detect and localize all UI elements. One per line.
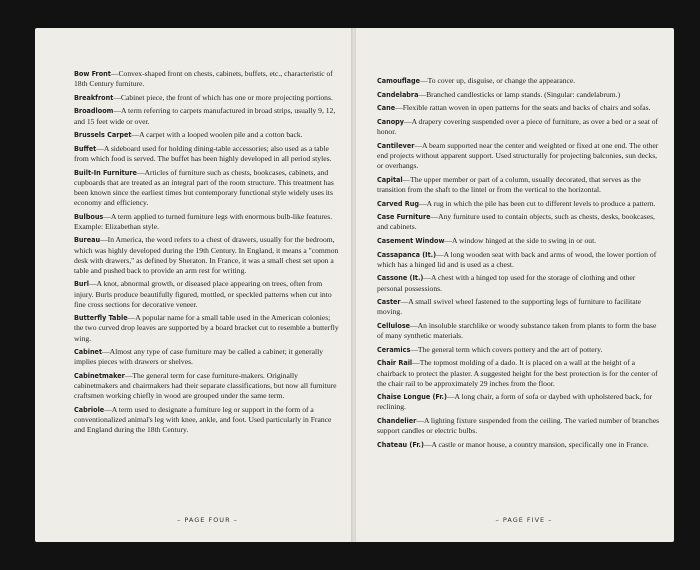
entry-term: Cassapanca (It.) — [377, 249, 437, 259]
entry-definition: —A long chair, a form of sofa or daybed with upholstered back, for reclining. — [377, 392, 653, 412]
glossary-list-left — [74, 69, 340, 435]
glossary-entry — [74, 168, 340, 208]
glossary-entry — [377, 392, 662, 412]
glossary-entry — [74, 279, 340, 309]
entry-definition: —The topmost molding of a dado. It is placed on a wall at the height of a chairback to protect the plaster. A suggested height for the best protection is for the center of the chair rail to be approximately 29 inches from the floor. — [377, 358, 658, 388]
glossary-entry — [377, 117, 662, 137]
entry-definition: —Articles of furniture such as chests, bookcases, cabinets, and cupboards that are treated as an integral part of the room structure. This treatment has been known since the earliest times but contemporary functional style widely uses its economy and efficiency. — [74, 167, 334, 207]
entry-term: Cabinet — [74, 347, 103, 357]
entry-term: Cabinetmaker — [74, 370, 125, 380]
entry-definition: —Branched candlesticks or lamp stands. (Singular: candelabrum.) — [418, 89, 621, 99]
entry-definition: —Convex-shaped front on chests, cabinets, buffets, etc., characteristic of 18th Century furniture. — [74, 69, 333, 89]
entry-term: Canopy — [377, 117, 404, 127]
glossary-entry — [377, 250, 662, 270]
entry-term: Chateau (Fr.) — [377, 439, 424, 449]
entry-definition: —A sideboard used for holding dining-table accessories; also used as a table from which food is served. The buffet has been highly developed in all period styles. — [74, 143, 332, 164]
glossary-entry — [74, 106, 340, 126]
entry-term: Bow Front — [74, 69, 111, 78]
entry-term: Cellulose — [377, 321, 411, 330]
entry-definition: —The upper member or part of a column, usually decorated, that serves as the transition from the shaft to the lintel or from the vertical to the horizontal. — [377, 174, 641, 194]
glossary-entry — [74, 347, 340, 367]
left-page — [35, 28, 352, 542]
glossary-entry — [377, 345, 662, 355]
glossary-entry — [74, 130, 340, 140]
entry-term: Casement Window — [377, 235, 445, 245]
glossary-entry — [74, 405, 340, 435]
entry-definition: —A lighting fixture suspended from the ceiling. The varied number of branches support candles or electric bulbs. — [377, 416, 660, 436]
entry-definition: —A castle or manor house, a country mansion, specifically one in France. — [423, 439, 649, 449]
glossary-entry — [74, 235, 340, 275]
glossary-list-right — [377, 76, 662, 450]
glossary-entry — [74, 144, 340, 164]
glossary-entry — [377, 236, 662, 246]
glossary-entry — [377, 273, 662, 293]
entry-definition: —Any furniture used to contain objects, such as chests, desks, bookcases, and cabinets. — [377, 212, 655, 232]
entry-term: Caster — [377, 297, 401, 307]
entry-term: Candelabra — [377, 89, 419, 99]
entry-term: Butterfly Table — [74, 313, 128, 323]
entry-definition: —A term referring to carpets manufactured in broad strips, usually 9, 12, and 15 feet wide or over. — [74, 106, 336, 126]
entry-term: Built-In Furniture — [74, 167, 137, 177]
glossary-entry — [377, 141, 662, 171]
entry-definition: —A term applied to turned furniture legs with enormous bulb-like features. Example: Elizabethan style. — [74, 211, 333, 231]
entry-term: Bureau — [74, 235, 101, 245]
entry-term: Burl — [74, 279, 89, 289]
glossary-entry — [74, 371, 340, 401]
entry-term: Breakfront — [74, 92, 114, 102]
entry-definition: —A window hinged at the side to swing in or out. — [444, 235, 597, 245]
entry-term: Cane — [377, 103, 396, 113]
entry-term: Brussels Carpet — [74, 130, 132, 140]
entry-term: Broadloom — [74, 106, 114, 116]
glossary-entry — [377, 440, 662, 450]
entry-definition: —A knot, abnormal growth, or diseased place appearing on trees, often from injury. Burls produce beautifully figured, mottled, or speckled patterns when cut into fine cross sections for decorative veneer. — [74, 279, 332, 309]
entry-definition: —A rug in which the pile has been cut to different levels to produce a pattern. — [419, 198, 656, 208]
entry-term: Cantilever — [377, 140, 415, 150]
page-number: – PAGE FIVE – — [495, 516, 553, 524]
entry-term: Bulbous — [74, 211, 104, 221]
entry-definition: —The general term for case furniture-makers. Originally cabinetmakers and chairmakers had their separate classifications, but now all furniture craftsmen working chiefly in wood are grouped under the same term. — [74, 370, 337, 401]
entry-term: Cassone (It.) — [377, 273, 424, 283]
entry-definition: —A drapery covering suspended over a piece of furniture, as over a bed or a seat of honor. — [377, 117, 659, 137]
entry-definition: —A long wooden seat with back and arms of wood, the lower portion of which has a hinged lid and is used as a chest. — [377, 249, 657, 269]
glossary-entry — [377, 90, 662, 100]
entry-term: Case Furniture — [377, 212, 431, 222]
entry-definition: —The general term which covers pottery and the art of pottery. — [410, 344, 603, 354]
entry-definition: —To cover up, disguise, or change the appearance. — [420, 76, 576, 85]
glossary-entry — [377, 103, 662, 113]
entry-definition: —A small swivel wheel fastened to the supporting legs of furniture to facilitate moving. — [377, 297, 642, 317]
glossary-entry — [377, 175, 662, 195]
entry-definition: —Almost any type of case furniture may be called a cabinet; it generally implies pieces with drawers or shelves. — [74, 347, 324, 367]
entry-term: Carved Rug — [377, 198, 419, 208]
glossary-entry — [74, 313, 340, 343]
glossary-entry — [377, 212, 662, 232]
page-number: – PAGE FOUR – — [177, 516, 238, 524]
glossary-entry — [74, 69, 340, 89]
entry-term: Chandelier — [377, 416, 417, 426]
entry-term: Buffet — [74, 143, 97, 153]
entry-definition: —A term used to designate a furniture leg or support in the form of a conventionalized animal's leg with knee, ankle, and foot. Used particularly in France and England during the 18th Century. — [74, 404, 332, 435]
glossary-entry — [377, 199, 662, 209]
entry-term: Camouflage — [377, 76, 421, 85]
glossary-entry — [377, 76, 662, 86]
entry-definition: —A beam supported near the center and weighted or fixed at one end. The other end projects without apparent support. Used structurally for projecting balconies, sun decks, or overhangs. — [377, 140, 659, 171]
entry-definition: —A carpet with a looped woolen pile and a cotton back. — [131, 130, 303, 140]
entry-definition: —A chest with a hinged top used for the storage of clothing and other personal possessions. — [377, 273, 636, 293]
entry-term: Chaise Longue (Fr.) — [377, 392, 447, 402]
glossary-entry — [377, 358, 662, 388]
entry-term: Cabriole — [74, 404, 105, 414]
entry-definition: —Cabinet piece, the front of which has one or more projecting portions. — [113, 92, 333, 102]
entry-term: Ceramics — [377, 344, 411, 354]
entry-definition: —Flexible rattan woven in open patterns for the seats and backs of chairs and sofas. — [395, 103, 651, 113]
entry-definition: —An insoluble starchlike or woody substance taken from plants to form the base of many synthetic materials. — [377, 321, 657, 341]
entry-term: Capital — [377, 174, 403, 184]
glossary-entry — [377, 416, 662, 436]
right-page — [356, 28, 674, 542]
glossary-entry — [377, 321, 662, 341]
entry-definition: —A popular name for a small table used in the American colonies; the two curved drop leaves are supported by a board bracket cut to resemble a butterfly wing. — [74, 313, 339, 343]
glossary-entry — [74, 93, 340, 103]
entry-definition: —In America, the word refers to a chest of drawers, usually for the bedroom, which was highly developed during the 19th Century. In England, it means a "common desk with drawers," as defined by Sheraton. In France, it was a small chest set upon a table and pushed back to provide an arm rest for writing. — [74, 235, 339, 275]
glossary-entry — [74, 212, 340, 232]
glossary-entry — [377, 297, 662, 317]
entry-term: Chair Rail — [377, 358, 413, 368]
